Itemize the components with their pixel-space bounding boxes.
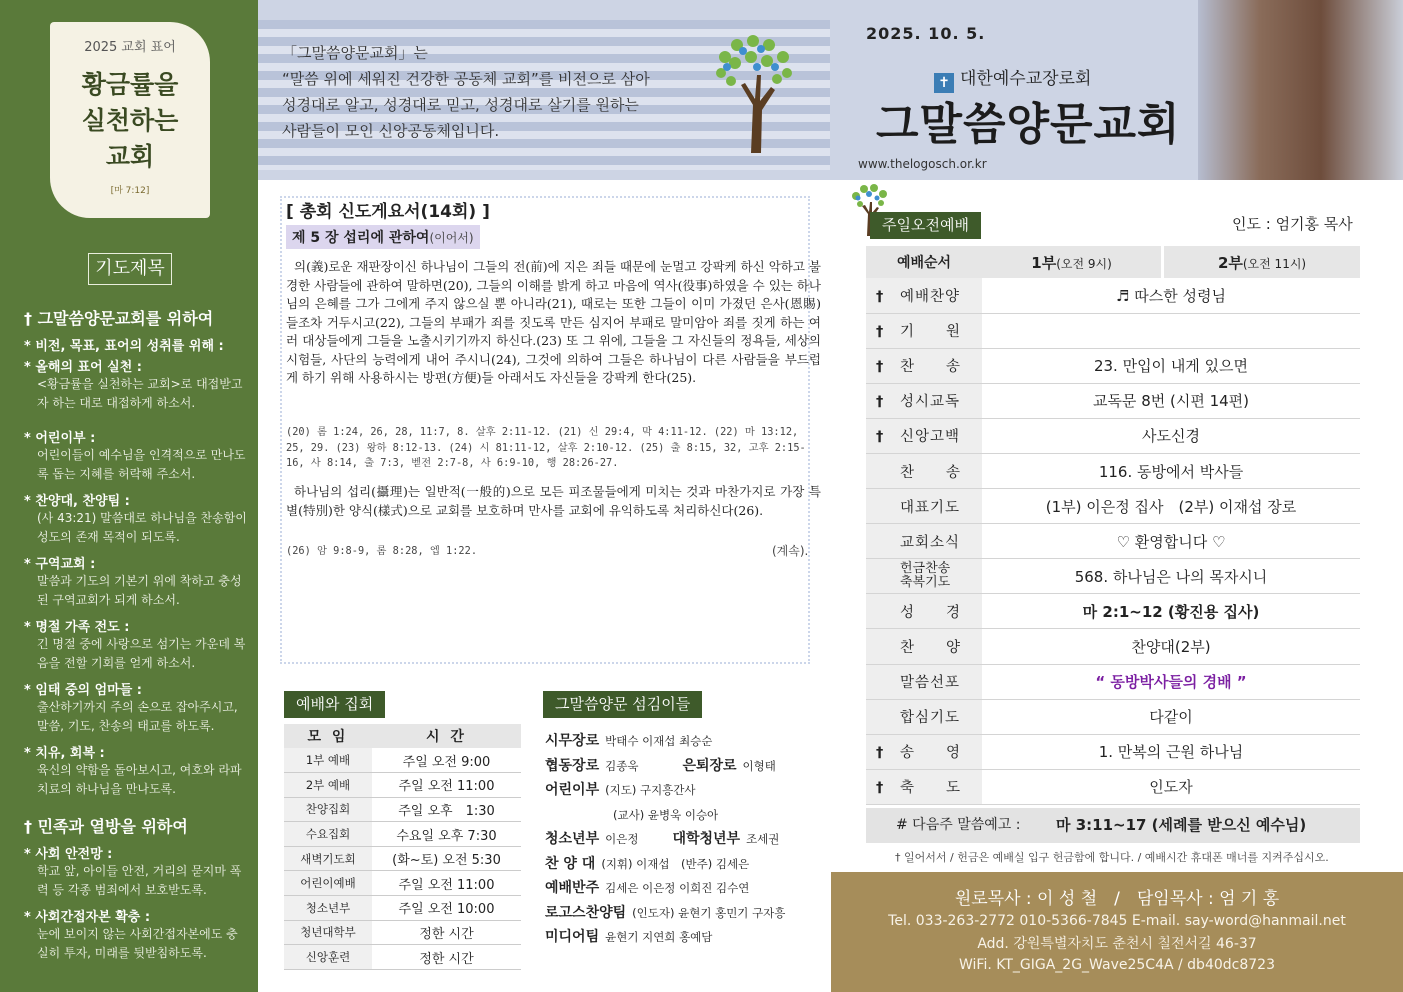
schedule-row [284, 748, 521, 773]
prayer-item-body: 눈에 보이지 않는 사회간접자본에도 충실히 투자, 미래를 뒷받침하도록. [37, 927, 238, 960]
service2-time: (오전 11시) [1242, 256, 1307, 271]
prayer-item-title: * 찬양대, 찬양팀 : [24, 494, 130, 509]
ministry-members: 이형태 [742, 758, 776, 773]
ministry-label: 청소년부 [545, 831, 600, 847]
order-item [866, 418, 982, 453]
schedule-time: (화~토) 오전 5:30 [372, 846, 521, 871]
church-building-image [1198, 0, 1403, 180]
prayer-item-body: 출산하기까지 주의 손으로 잡아주시고, 말씀, 기도, 찬송의 태교를 하도록. [37, 700, 238, 733]
order-item-content [982, 313, 1360, 348]
ministry-row [545, 804, 825, 829]
order-item-content: ♬ 따스한 성령님 [982, 278, 1360, 313]
tree-icon [713, 35, 797, 155]
ministry-members: 윤현기 지연희 홍예담 [605, 930, 713, 944]
prayer-item-body: 말씀과 기도의 기본기 위에 착하고 충성된 구역교회가 되게 하소서. [37, 574, 242, 607]
ministry-label: 대학청년부 [672, 831, 741, 847]
order-item-label: 송 영 [900, 745, 962, 762]
prayer-item-title: * 임태 중의 엄마들 : [24, 683, 143, 698]
schedule-row [284, 920, 521, 945]
schedule-time: 주일 오전 10:00 [372, 896, 521, 921]
ministry-members: (지휘) 이재섭 (반주) 김세은 [601, 856, 750, 871]
order-item-label: 축 도 [900, 780, 962, 797]
worship-order-row [866, 594, 1360, 629]
order-item-content: 568. 하나님은 나의 목자시니 [982, 559, 1360, 594]
service2-label: 2부 [1217, 253, 1243, 272]
worship-order-row [866, 383, 1360, 418]
order-item [866, 699, 982, 734]
worship-title: 주일오전예배 [870, 212, 981, 239]
standing-cross-icon: † [876, 780, 884, 797]
order-item-label: 기 원 [900, 324, 962, 341]
schedule-table [284, 724, 521, 970]
order-item-label: 신앙고백 [900, 429, 961, 446]
motto-line: 실천하는 [81, 106, 179, 135]
prayer-item-title: * 올해의 표어 실천 : [24, 360, 143, 375]
standing-cross-icon: † [876, 745, 884, 762]
motto-line: 황금률을 [81, 70, 179, 99]
prayer-item-body: <황금률을 실천하는 교회>로 대접받고자 하는 대로 대접하게 하소서. [37, 377, 243, 410]
prayer-item-body: 육신의 약함을 돌아보시고, 여호와 라파 치료의 하나님을 만나도록. [37, 763, 242, 796]
schedule-meeting: 청소년부 [284, 896, 372, 921]
order-item [866, 524, 982, 559]
order-item-label: 말씀선포 [900, 675, 961, 692]
motto-year-label: 2025 교회 표어 [84, 40, 176, 55]
prayer-item [24, 906, 249, 963]
worship-order-row [866, 559, 1360, 594]
confession-paragraph: 하나님의 섭리(攝理)는 일반적(一般的)으로 모든 피조물들에게 미치는 것과 마찬가지로 가장 특별(特別)한 양식(樣式)으로 교회를 보호하며 만사를 교회에 유익하도록 처리하신다(26). [286, 484, 821, 518]
worship-order-row [866, 313, 1360, 348]
schedule-time: 정한 시간 [372, 945, 521, 970]
worship-order-row [866, 769, 1360, 804]
prayer-item [24, 356, 249, 413]
order-item-label: 찬 송 [900, 359, 962, 376]
order-item [866, 769, 982, 804]
worship-order-row [866, 734, 1360, 769]
contact-footer [831, 872, 1403, 992]
schedule-row [284, 773, 521, 798]
order-item [866, 383, 982, 418]
schedule-row [284, 846, 521, 871]
ministry-row [545, 730, 825, 755]
prayer-item [24, 553, 249, 610]
prayer-item-title: * 어린이부 : [24, 431, 96, 446]
order-item-content: (1부) 이은정 집사 (2부) 이재섭 장로 [982, 489, 1360, 524]
order-item-content: 찬양대(2부) [982, 629, 1360, 664]
prayer-section-heading: † 민족과 열방을 위하여 [24, 817, 188, 836]
order-item-content: “ 동방박사들의 경배 ” [982, 664, 1360, 699]
motto-reference: [마 7:12] [110, 186, 150, 196]
ministry-members: 이은정 [605, 832, 639, 846]
chapter-note: (이어서) [429, 231, 474, 245]
ministry-label: 미디어팀 [545, 929, 600, 945]
schedule-meeting: 찬양집회 [284, 797, 372, 822]
ministry-members: 조세권 [746, 832, 780, 846]
confession-paragraph: 의(義)로운 재판장이신 하나님이 그들의 전(前)에 지은 죄들 때문에 눈멀고 강팍케 하신 악하고 불경한 사람들에 관하여 말하면(20), 그들의 이해를 밝게 하고 마음에 역사(役事)하였을 수 있는 하나님의 은혜를 그가 그에게 주지 않으실 뿐 아니라(21), 때로는 또한 그들이 이미 가졌던 은사(恩賜)들조차 거두시고(22), 그들의 부패가 죄를 짓도록 만든 심지어 부패로 말미암아 죄를 짓게 하는 여러 대상들에게 그들을 노출시키기까지 하신다.(23) 또 그 위에, 그들을 그 자신들의 정욕들, 세상의 시험들, 사단의 능력에게 내어 주시니(24), 그것에 의하여 그들은 하나님이 다른 사람들을 부드럽게 하기 위해 사용하시는 방편(方便)들 아래서도 자신들을 강팍케 한다(25). [286, 259, 821, 385]
confession-title: [ 총회 신도게요서(14회) ] [286, 202, 490, 222]
wifi-info: WiFi. KT_GIGA_2G_Wave25C4A / db40dc8723 [959, 957, 1275, 973]
confession-chapter [286, 225, 480, 249]
prayer-item [24, 616, 249, 673]
service1-header [982, 246, 1163, 278]
worship-order-row [866, 489, 1360, 524]
prayer-item-title: * 명절 가족 전도 : [24, 620, 130, 635]
order-header: 예배순서 [866, 246, 982, 278]
next-week-scripture: 마 3:11~17 (세례를 받으신 예수님) [1056, 816, 1307, 834]
chapter-title: 제 5 장 섭리에 관하여 [292, 230, 430, 246]
ministry-row [545, 926, 825, 951]
order-item [866, 734, 982, 769]
pastors: 원로목사 : 이 성 철 / 담임목사 : 엄 기 홍 [954, 889, 1280, 909]
schedule-meeting: 청년대학부 [284, 920, 372, 945]
prayer-item [24, 427, 249, 484]
prayer-title: 기도제목 [88, 253, 172, 285]
order-item-label: 예배찬양 [900, 288, 961, 305]
service2-header [1163, 246, 1360, 278]
motto-line: 교회 [105, 142, 155, 171]
confession-references: (26) 암 9:8-9, 롬 8:28, 엡 1:22. [286, 545, 478, 557]
next-week-preview [866, 808, 1360, 843]
worship-leader: 인도 : 엄기홍 목사 [1232, 215, 1353, 233]
prayer-item-title: * 치유, 회복 : [24, 746, 105, 761]
church-website[interactable]: www.thelogosch.or.kr [858, 157, 987, 171]
schedule-row [284, 797, 521, 822]
confession-references: (20) 롬 1:24, 26, 28, 11:7, 8. 살후 2:11-12. (21) 신 29:4, 막 4:11-12. (22) 마 13:12, 25, 29. (23) 왕하 8:12-13. (24) 시 81:11-12, 살후 2:10-12. (25) 출 8:15, 32, 고후 2:15-16, 사 8:14, 출 7:3, 벧전 2:7-8, 사 6:9-10, 행 28:26-27. [286, 426, 806, 469]
prayer-item-title: * 사회간접자본 확충 : [24, 910, 151, 925]
standing-cross-icon: † [876, 359, 884, 376]
schedule-time: 수요일 오후 7:30 [372, 822, 521, 847]
prayer-item-body: 긴 명절 중에 사랑으로 섬기는 가운데 복음을 전할 기회를 얻게 하소서. [37, 637, 246, 670]
order-item-content: 116. 동방에서 박사들 [982, 453, 1360, 488]
contact-address: Add. 강원특별자치도 춘천시 칠전서길 46-37 [977, 936, 1257, 952]
order-item-content: 교독문 8번 (시편 14편) [982, 383, 1360, 418]
prayer-item [24, 679, 249, 736]
order-item-content: ♡ 환영합니다 ♡ [982, 524, 1360, 559]
vision-line: 성경대로 알고, 성경대로 믿고, 성경대로 살기를 원하는 [282, 96, 639, 114]
order-item-content: 인도자 [982, 769, 1360, 804]
ministry-label: 어린이부 [545, 782, 600, 798]
ministry-row [545, 877, 825, 902]
worship-order-row [866, 278, 1360, 313]
prayer-item-title: * 사회 안전망 : [24, 847, 113, 862]
schedule-title: 예배와 집회 [284, 691, 385, 718]
order-item [866, 348, 982, 383]
order-item-label: 대표기도 [900, 499, 961, 516]
vision-line: 「그말씀양문교회」는 [282, 44, 428, 62]
prayer-item [24, 335, 249, 354]
schedule-time: 정한 시간 [372, 920, 521, 945]
order-item [866, 664, 982, 699]
schedule-meeting: 신앙훈련 [284, 945, 372, 970]
ministries-list [545, 730, 825, 951]
ministry-members: 박태수 이재섭 최승순 [605, 734, 713, 748]
schedule-meeting: 어린이예배 [284, 871, 372, 896]
schedule-header-meeting: 모 임 [284, 724, 372, 748]
schedule-meeting: 2부 예배 [284, 773, 372, 798]
contact-tel-email[interactable]: Tel. 033-263-2772 010-5366-7845 E-mail. say-word@hanmail.net [888, 913, 1346, 929]
next-week-label: # 다음주 말씀예고 : [896, 817, 1021, 833]
schedule-row [284, 896, 521, 921]
ministry-label: 로고스찬양팀 [545, 904, 627, 921]
order-item [866, 278, 982, 313]
ministry-row [545, 828, 825, 853]
ministry-members: 김세은 이은정 이희진 김수연 [605, 881, 750, 895]
bulletin-date: 2025. 10. 5. [866, 24, 986, 43]
prayer-item [24, 843, 249, 900]
schedule-meeting: 새벽기도회 [284, 846, 372, 871]
order-item-label: 교회소식 [900, 534, 961, 551]
standing-cross-icon: † [876, 394, 884, 411]
schedule-time: 주일 오후 1:30 [372, 797, 521, 822]
ministries-title: 그말씀양문 섬김이들 [543, 691, 702, 718]
ministry-members: 김종욱 [605, 758, 639, 773]
schedule-time: 주일 오전 9:00 [372, 748, 521, 773]
schedule-meeting: 1부 예배 [284, 748, 372, 773]
order-item [866, 313, 982, 348]
schedule-row [284, 945, 521, 970]
order-item-content: 사도신경 [982, 418, 1360, 453]
prayer-item [24, 490, 249, 547]
church-name: 그말씀양문교회 [876, 99, 1181, 150]
ministry-label: 시무장로 [545, 733, 600, 749]
vision-line: “말씀 위에 세워진 건강한 공동체 교회”를 비전으로 삼아 [282, 70, 650, 88]
motto-text [50, 67, 210, 175]
bulletin-header [258, 0, 1403, 180]
order-item [866, 594, 982, 629]
ministry-row [545, 853, 825, 878]
prayer-section-church [24, 306, 249, 805]
prayer-item-body: 학교 앞, 아이들 안전, 거리의 묻지마 폭력 등 각종 범죄에서 보호받도록. [37, 864, 242, 897]
to-be-continued: (계속). [772, 544, 809, 558]
order-item [866, 629, 982, 664]
standing-cross-icon: † [876, 324, 884, 341]
order-item [866, 489, 982, 524]
schedule-row [284, 871, 521, 896]
order-item [866, 559, 982, 594]
worship-order-row [866, 524, 1360, 559]
prayer-item-title: * 구역교회 : [24, 557, 96, 572]
worship-order-row [866, 453, 1360, 488]
service1-time: (오전 9시) [1056, 256, 1112, 271]
order-item-content: 1. 만복의 근원 하나님 [982, 734, 1360, 769]
order-item-label: 합심기도 [900, 710, 961, 727]
ministry-label: 예배반주 [545, 880, 600, 896]
order-item-label: 찬 양 [900, 639, 962, 656]
worship-order-row [866, 664, 1360, 699]
ministry-label: 협동장로 [545, 757, 600, 774]
worship-order-row [866, 418, 1360, 453]
order-item [866, 453, 982, 488]
ministry-members: (교사) 윤병욱 이승아 [613, 807, 719, 822]
prayer-section-nation [24, 814, 249, 969]
order-item-content: 23. 만입이 내게 있으면 [982, 348, 1360, 383]
cross-logo-icon: ✝ [934, 73, 954, 93]
prayer-item [24, 742, 249, 799]
standing-cross-icon: † [876, 288, 884, 305]
order-item-label: 성시교독 [900, 394, 961, 411]
vision-line: 사람들이 모인 신앙공동체입니다. [282, 122, 500, 140]
ministry-label: 은퇴장로 [682, 757, 737, 774]
worship-notice: † 일어서서 / 헌금은 예배실 입구 헌금함에 합니다. / 예배시간 휴대폰 매너를 지켜주십시오. [895, 851, 1329, 864]
prayer-sidebar [0, 0, 258, 992]
schedule-row [284, 822, 521, 847]
ministry-row [545, 902, 825, 927]
schedule-time: 주일 오전 11:00 [372, 773, 521, 798]
prayer-item-body: (사 43:21) 말씀대로 하나님을 찬송함이 성도의 존재 목적이 되도록. [37, 511, 247, 544]
ministry-label: 찬 양 대 [545, 855, 596, 872]
prayer-section-heading: † 그말씀양문교회를 위하여 [24, 309, 214, 328]
order-item-label: 찬 송 [900, 464, 962, 481]
order-item-label: 헌금찬송 축복기도 [900, 561, 951, 591]
worship-order-row [866, 348, 1360, 383]
ministry-members: (지도) 구지흥간사 [605, 783, 696, 797]
worship-order-row [866, 699, 1360, 734]
schedule-meeting: 수요집회 [284, 822, 372, 847]
schedule-header-time: 시 간 [372, 724, 521, 748]
standing-cross-icon: † [876, 429, 884, 446]
worship-order-table [866, 246, 1360, 805]
prayer-item-body: 어린이들이 예수님을 인격적으로 만나도록 돕는 지혜를 허락해 주소서. [37, 448, 246, 481]
motto-card [50, 22, 210, 218]
service1-label: 1부 [1031, 253, 1057, 272]
order-item-content: 마 2:1~12 (황진용 집사) [982, 594, 1360, 629]
order-item-label: 성 경 [900, 604, 962, 621]
ministry-members: (인도자) 윤현기 홍민기 구자흥 [632, 905, 786, 920]
prayer-item-title: * 비전, 목표, 표어의 성취를 위해 : [24, 339, 224, 354]
schedule-time: 주일 오전 11:00 [372, 871, 521, 896]
ministry-row [545, 755, 825, 780]
ministry-row [545, 779, 825, 804]
order-item-content: 다같이 [982, 699, 1360, 734]
denomination-name: 대한예수교장로회 [960, 69, 1092, 89]
vision-statement [282, 40, 712, 144]
worship-order-row [866, 629, 1360, 664]
